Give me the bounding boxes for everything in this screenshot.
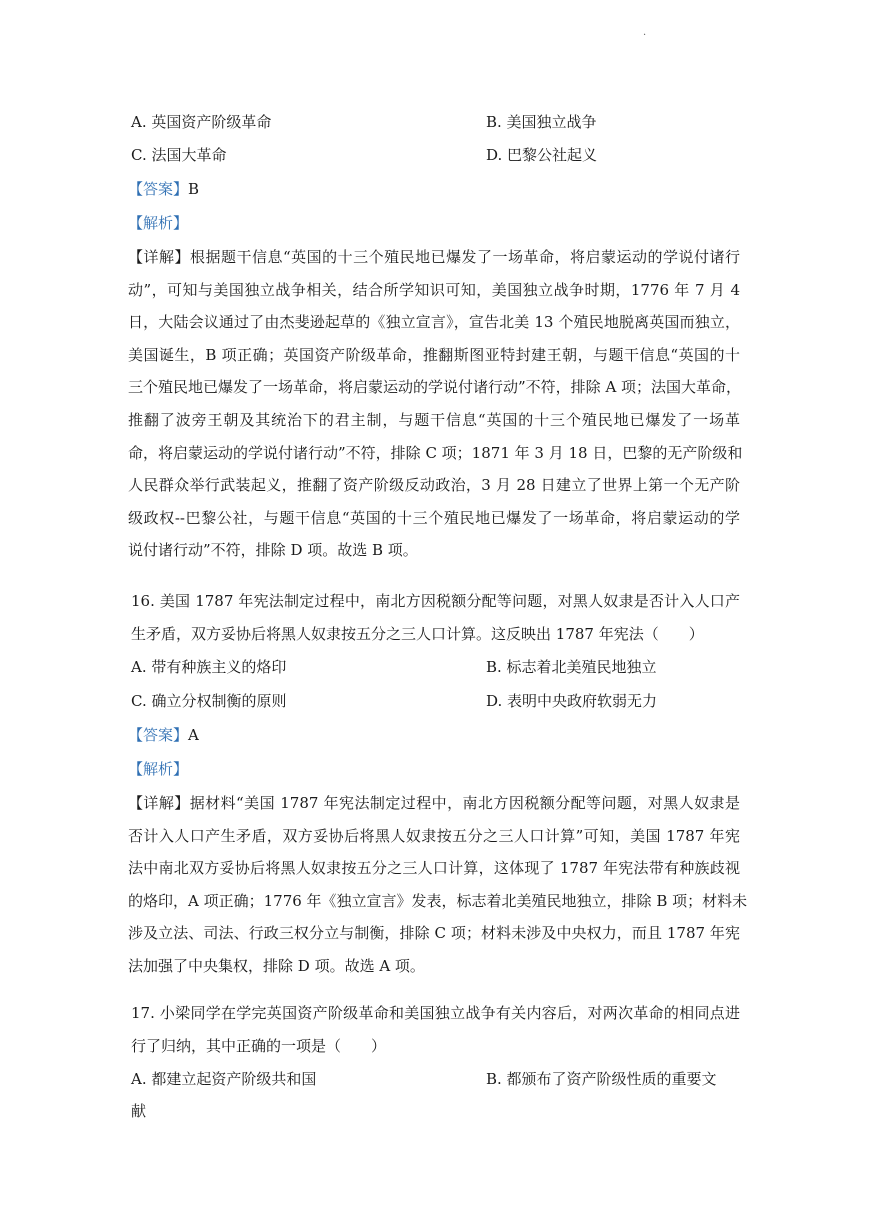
q16-option-c: C. 确立分权制衡的原则: [131, 692, 287, 710]
q16-answer: [128, 725, 199, 745]
detail-line: 级政权--巴黎公社，与题干信息“英国的十三个殖民地已爆发了一场革命，将启蒙运动的学: [128, 508, 740, 527]
stem-line: 17. 小梁同学在学完英国资产阶级革命和美国独立战争有关内容后，对两次革命的相同点进: [131, 1004, 740, 1022]
analysis-tag: 【解析】: [128, 760, 189, 778]
q16-analysis-tag: [128, 759, 188, 779]
detail-line: 法加强了中央集权，排除 D 项。故选 A 项。: [128, 956, 425, 975]
page-mark: ·: [643, 30, 647, 41]
detail-line: 三个殖民地已爆发了一场革命，将启蒙运动的学说付诸行动”不符，排除 A 项；法国大革命，: [128, 378, 742, 397]
q15-option-d: D. 巴黎公社起义: [486, 146, 598, 164]
q15-analysis-tag: [128, 213, 188, 233]
q17-stem: [131, 997, 740, 1062]
detail-tag: 【详解】: [128, 248, 190, 266]
stem-line: 行了归纳，其中正确的一项是（ ）: [131, 1036, 387, 1055]
detail-line: 【详解】据材料“美国 1787 年宪法制定过程中，南北方因税额分配等问题，对黑人奴隶是: [128, 794, 740, 812]
answer-tag: 【答案】: [128, 180, 189, 198]
detail-line: 美国诞生，B 项正确；英国资产阶级革命，推翻斯图亚特封建王朝，与题干信息“英国的十: [128, 345, 740, 364]
stem-line: 16. 美国 1787 年宪法制定过程中，南北方因税额分配等问题，对黑人奴隶是否计入人口产: [131, 592, 740, 610]
answer-value: A: [188, 726, 199, 744]
q15-option-a: A. 英国资产阶级革命: [131, 113, 272, 131]
detail-line: 法中南北双方妥协后将黑人奴隶按五分之三人口计算，这体现了 1787 年宪法带有种族歧视: [128, 859, 740, 878]
stem-line: 生矛盾，双方妥协后将黑人奴隶按五分之三人口计算。这反映出 1787 年宪法（ ）: [131, 624, 704, 643]
q15-option-c: C. 法国大革命: [131, 146, 227, 164]
detail-tag: 【详解】: [128, 794, 190, 812]
q15-option-b: B. 美国独立战争: [486, 113, 597, 131]
answer-tag: 【答案】: [128, 726, 189, 744]
q15-detail: [128, 241, 743, 567]
q17-option-b-wrap: 献: [131, 1102, 147, 1120]
detail-line: 动”，可知与美国独立战争相关，结合所学知识可知，美国独立战争时期，1776 年 7 月 4: [128, 280, 740, 299]
detail-line: 人民群众举行武装起义，推翻了资产阶级反动政治，3 月 28 日建立了世界上第一个无产阶: [128, 476, 740, 495]
detail-line: 日，大陆会议通过了由杰斐逊起草的《独立宣言》，宣告北美 13 个殖民地脱离英国而独立，: [128, 313, 740, 332]
q17-option-a: A. 都建立起资产阶级共和国: [131, 1070, 317, 1088]
q15-answer: [128, 179, 199, 199]
q16-detail: [128, 787, 748, 983]
answer-value: B: [188, 180, 200, 198]
q17-option-b: B. 都颁布了资产阶级性质的重要文: [486, 1070, 717, 1088]
detail-line: 命，将启蒙运动的学说付诸行动”不符，排除 C 项；1871 年 3 月 18 日，巴黎的无产阶级和: [128, 443, 743, 462]
detail-line: 推翻了波旁王朝及其统治下的君主制，与题干信息“英国的十三个殖民地已爆发了一场革: [128, 410, 740, 429]
detail-line: 【详解】根据题干信息“英国的十三个殖民地已爆发了一场革命，将启蒙运动的学说付诸行: [128, 248, 740, 266]
detail-line: 否计入人口产生矛盾，双方妥协后将黑人奴隶按五分之三人口计算”可知，美国 1787 年宪: [128, 826, 740, 845]
detail-line: 涉及立法、司法、行政三权分立与制衡，排除 C 项；材料未涉及中央权力，而且 1787 年宪: [128, 924, 740, 943]
analysis-tag: 【解析】: [128, 214, 189, 232]
q16-stem: [131, 585, 740, 650]
detail-line: 说付诸行动”不符，排除 D 项。故选 B 项。: [128, 541, 418, 560]
q16-option-b: B. 标志着北美殖民地独立: [486, 658, 657, 676]
q16-option-d: D. 表明中央政府软弱无力: [486, 692, 658, 710]
q16-option-a: A. 带有种族主义的烙印: [131, 658, 287, 676]
detail-line: 的烙印，A 项正确；1776 年《独立宣言》发表，标志着北美殖民地独立，排除 B 项；材料未: [128, 891, 748, 910]
